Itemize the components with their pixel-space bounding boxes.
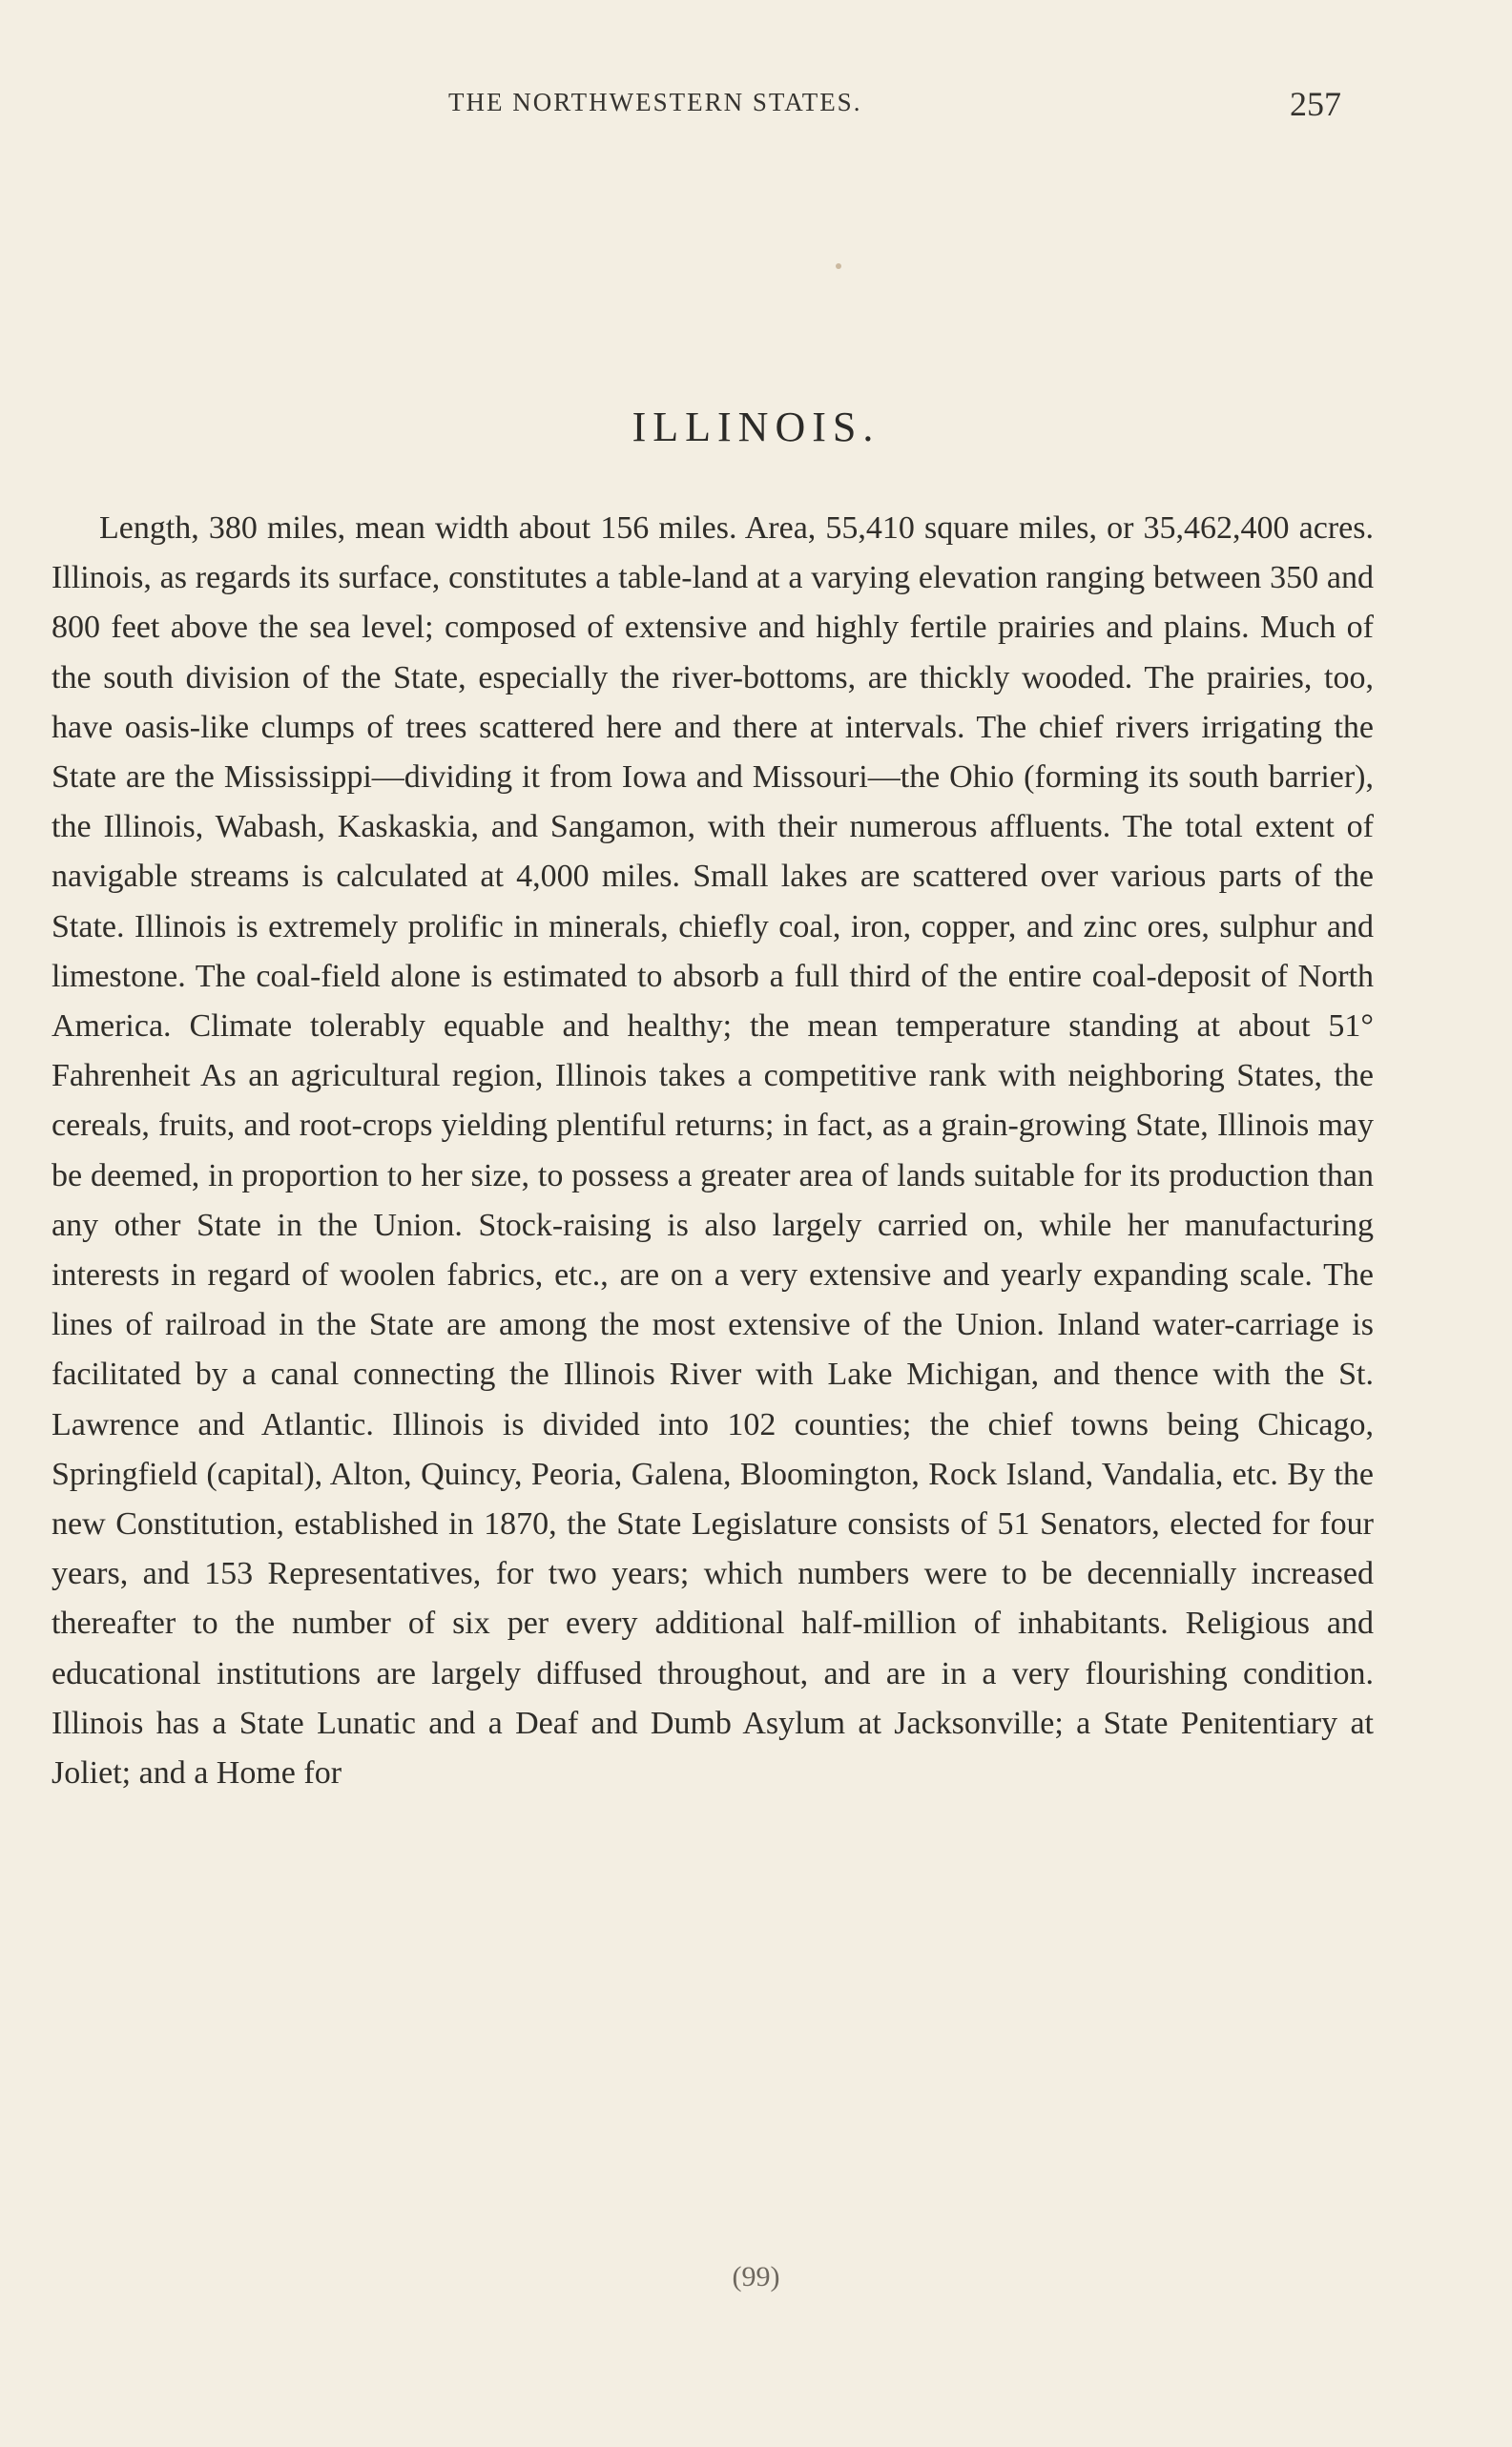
signature-mark: (99) — [732, 2261, 780, 2292]
running-head: THE NORTHWESTERN STATES. — [448, 88, 862, 116]
body-paragraph: Length, 380 miles, mean width about 156 miles. Area, 55,410 square miles, or 35,462,400 acres. Illinois, as regards its surface, constitutes a table-land at a varying elevation ranging between 350 and 800 feet above the sea level; composed of extensive and highly fertile prairies and plains. Much of the south division of the State, especially the river-bottoms, are thickly wooded. The prairies, too, have oasis-like clumps of trees scattered here and there at intervals. The chief rivers irrigating the State are the Mississippi—dividing it from Iowa and Missouri—the Ohio (forming its south barrier), the Illinois, Wabash, Kaskaskia, and Sangamon, with their numerous affluents. The total extent of navigable streams is calculated at 4,000 miles. Small lakes are scattered over various parts of the State. Illinois is extremely prolific in minerals, chiefly coal, iron, copper, and zinc ores, sulphur and limestone. The coal-field alone is estimated to absorb a full third of the entire coal-deposit of North America. Climate tolerably equable and healthy; the mean temperature standing at about 51° Fahrenheit As an agricultural region, Illinois takes a competitive rank with neighboring States, the cereals, fruits, and root-crops yielding plentiful returns; in fact, as a grain-growing State, Illinois may be deemed, in proportion to her size, to possess a greater area of lands suitable for its production than any other State in the Union. Stock-raising is also largely carried on, while her manufacturing interests in regard of woolen fabrics, etc., are on a very extensive and yearly expanding scale. The lines of railroad in the State are among the most extensive of the Union. Inland water-carriage is facilitated by a canal connecting the Illinois River with Lake Michigan, and thence with the St. Lawrence and Atlantic. Illinois is divided into 102 counties; the chief towns being Chicago, Springfield (capital), Alton, Quincy, Peoria, Galena, Bloomington, Rock Island, Vandalia, etc. By the new Constitution, established in 1870, the State Legislature consists of 51 Senators, elected for four years, and 153 Representatives, for two years; which numbers were to be decennially increased thereafter to the number of six per every additional half-million of inhabitants. Religious and educational institutions are largely diffused throughout, and are in a very flourishing condition. Illinois has a State Lunatic and a Deaf and Dumb Asylum at Jacksonville; a State Penitentiary at Joliet; and a Home for — [52, 510, 1374, 1792]
section-title: ILLINOIS. — [632, 404, 880, 450]
page-number: 257 — [1290, 85, 1341, 123]
paper-speck — [836, 263, 841, 269]
